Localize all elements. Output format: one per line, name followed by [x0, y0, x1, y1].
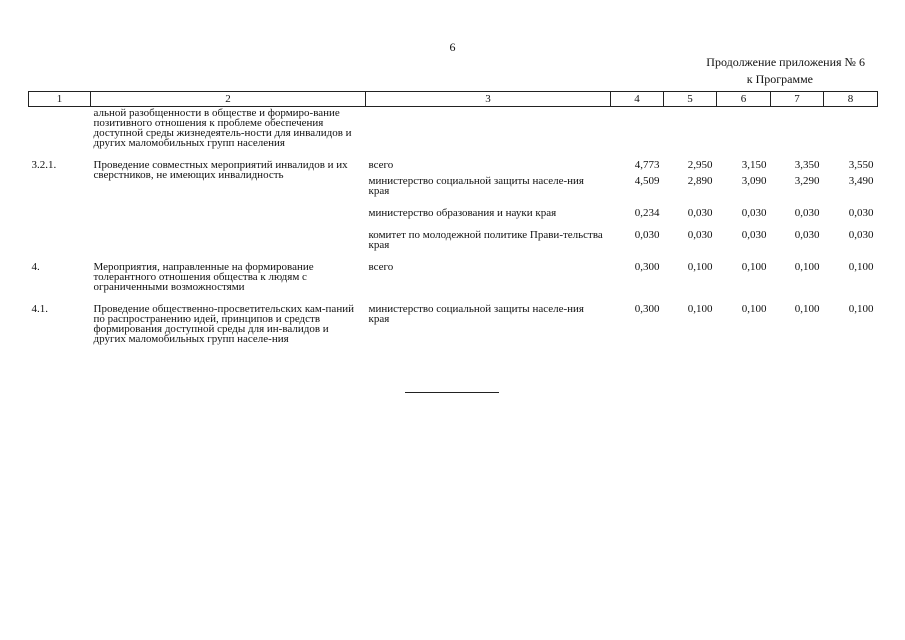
item-number: 4.1. — [31, 303, 48, 315]
continuation-line-2: к Программе — [746, 72, 813, 86]
item-number: 3.2.1. — [31, 159, 57, 171]
value-cell: 0,300 — [634, 261, 660, 273]
page-number: 6 — [449, 40, 456, 54]
value-cell: 0,030 — [741, 229, 767, 241]
continuation-heading — [625, 54, 865, 88]
column-header: 6 — [717, 92, 771, 107]
measure-text: Мероприятия, направленные на формирование толерантного отношения общества к людям с ограниченными возможностями — [93, 261, 314, 293]
table-row — [29, 294, 878, 346]
value-cell: 3,550 — [848, 159, 874, 171]
value-cell: 0,100 — [687, 261, 713, 273]
value-cell: 4,509 — [634, 175, 660, 187]
value-cell: 2,950 — [687, 159, 713, 171]
column-header: 7 — [771, 92, 824, 107]
column-header: 2 — [91, 92, 366, 107]
table-row — [29, 150, 878, 172]
value-cell: 0,100 — [741, 303, 767, 315]
executor: министерство социальной защиты населе-ния края — [368, 303, 584, 325]
column-header: 1 — [29, 92, 91, 107]
value-cell: 0,234 — [634, 207, 660, 219]
value-cell: 0,030 — [848, 229, 874, 241]
executor: министерство образования и науки края — [368, 207, 557, 219]
item-number: 4. — [31, 261, 40, 273]
value-cell: 3,150 — [741, 159, 767, 171]
value-cell: 0,030 — [741, 207, 767, 219]
continuation-line-1: Продолжение приложения № 6 — [706, 55, 865, 69]
value-cell: 0,030 — [794, 229, 820, 241]
value-cell: 0,300 — [634, 303, 660, 315]
value-cell: 3,490 — [848, 175, 874, 187]
value-cell: 0,030 — [634, 229, 660, 241]
table-row — [29, 252, 878, 294]
value-cell: 0,100 — [741, 261, 767, 273]
executor: министерство социальной защиты населе-ния края — [368, 175, 584, 197]
value-cell: 0,100 — [794, 261, 820, 273]
value-cell: 0,030 — [687, 229, 713, 241]
column-header: 5 — [664, 92, 717, 107]
measure-text: Проведение совместных мероприятий инвалидов и их сверстников, не имеющих инвалидность — [93, 159, 348, 181]
value-cell: 0,030 — [848, 207, 874, 219]
measure-text: альной разобщенности в обществе и формиро-вание позитивного отношения к проблеме обеспечения доступной среды жизнедеятель-ности для инвалидов и других маломобильных групп населения — [93, 107, 352, 149]
column-header: 3 — [366, 92, 611, 107]
value-cell: 0,100 — [687, 303, 713, 315]
executor: всего — [368, 159, 394, 171]
executor: комитет по молодежной политике Прави-тельства края — [368, 229, 603, 251]
value-cell: 0,030 — [687, 207, 713, 219]
value-cell: 0,100 — [848, 261, 874, 273]
end-separator-line — [405, 392, 499, 393]
column-header-row — [29, 92, 878, 107]
value-cell: 2,890 — [687, 175, 713, 187]
value-cell: 0,030 — [794, 207, 820, 219]
value-cell: 3,290 — [794, 175, 820, 187]
value-cell: 0,100 — [848, 303, 874, 315]
value-cell: 3,090 — [741, 175, 767, 187]
value-cell: 4,773 — [634, 159, 660, 171]
value-cell: 3,350 — [794, 159, 820, 171]
value-cell: 0,100 — [794, 303, 820, 315]
program-table — [28, 91, 878, 346]
table-row — [29, 107, 878, 151]
column-header: 4 — [611, 92, 664, 107]
measure-text: Проведение общественно-просветительских кам-паний по распространению идей, принципов и средств формирования доступной среды для ин-валидов и других маломобильных групп населе-ния — [93, 303, 354, 345]
column-header: 8 — [824, 92, 878, 107]
executor: всего — [368, 261, 394, 273]
